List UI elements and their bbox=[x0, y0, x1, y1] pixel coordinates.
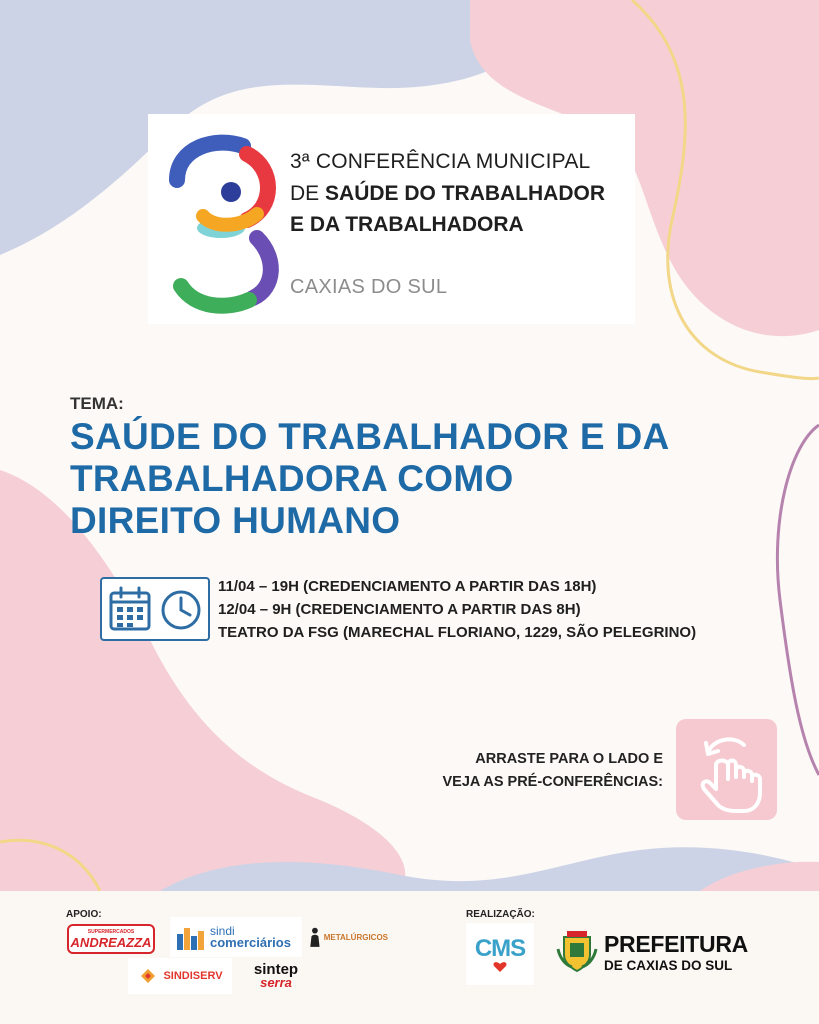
sindiserv-text: SINDISERV bbox=[163, 970, 223, 982]
date-time-icon-frame bbox=[100, 577, 210, 641]
swipe-hand-icon bbox=[676, 719, 777, 820]
andreazza-text: ANDREAZZA bbox=[70, 934, 152, 950]
theme-label: TEMA: bbox=[70, 394, 124, 413]
serra-text: serra bbox=[260, 975, 292, 990]
worker-silhouette-icon bbox=[308, 920, 321, 954]
theme-title-line: SAÚDE DO TRABALHADOR E DA bbox=[70, 416, 670, 457]
realization-label: REALIZAÇÃO: bbox=[466, 909, 535, 920]
sponsor-sintep-logo bbox=[240, 959, 312, 993]
number-three-logo-icon bbox=[165, 128, 285, 318]
logo-title-line3: E DA TRABALHADORA bbox=[290, 213, 524, 236]
sindi-text: sindi bbox=[210, 924, 235, 938]
prefeitura-line1: PREFEITURA bbox=[604, 931, 748, 957]
cms-logo bbox=[466, 923, 534, 985]
footer bbox=[0, 891, 819, 1024]
sponsor-sindicomerciarios-logo bbox=[170, 917, 302, 957]
purple-line bbox=[777, 425, 819, 775]
swipe-hint-line2: VEJA AS PRÉ-CONFERÊNCIAS: bbox=[442, 774, 663, 790]
metalurgicos-text: METALÚRGICOS bbox=[323, 932, 388, 942]
heart-icon bbox=[493, 961, 507, 973]
support-label: APOIO: bbox=[66, 909, 102, 920]
sponsor-metalurgicos-logo bbox=[308, 919, 388, 955]
caxias-coat-of-arms-icon bbox=[556, 929, 598, 973]
event-venue: TEATRO DA FSG (MARECHAL FLORIANO, 1229, SÃO PELEGRINO) bbox=[218, 624, 697, 641]
sintep-text: sintep bbox=[253, 961, 299, 978]
theme-title bbox=[70, 416, 770, 542]
logo-title-line2: DE SAÚDE DO TRABALHADOR bbox=[290, 182, 606, 205]
logo-city: CAXIAS DO SUL bbox=[290, 276, 448, 298]
swipe-button[interactable] bbox=[676, 719, 777, 820]
sponsor-andreazza-logo bbox=[67, 924, 155, 954]
andreazza-top-text: SUPERMERCADOS bbox=[87, 928, 135, 935]
clock-icon bbox=[159, 588, 203, 632]
cms-text: CMS bbox=[474, 935, 526, 962]
prefeitura-line2: DE CAXIAS DO SUL bbox=[604, 958, 733, 973]
sindiserv-symbol-icon bbox=[137, 965, 159, 987]
event-date-2: 12/04 – 9H (CREDENCIAMENTO A PARTIR DAS 8H) bbox=[218, 601, 581, 618]
theme-title-line: DIREITO HUMANO bbox=[70, 500, 401, 541]
swipe-hint-line1: ARRASTE PARA O LADO E bbox=[475, 751, 663, 767]
comerciarios-text: comerciários bbox=[210, 935, 291, 950]
theme-title-line: TRABALHADORA COMO bbox=[70, 458, 514, 499]
sponsor-sindiserv-logo bbox=[128, 958, 232, 994]
city-buildings-icon bbox=[176, 924, 206, 950]
calendar-icon bbox=[108, 586, 152, 634]
logo-title-line1: 3ª CONFERÊNCIA MUNICIPAL bbox=[290, 150, 591, 173]
event-date-1: 11/04 – 19H (CREDENCIAMENTO A PARTIR DAS 18H) bbox=[218, 578, 597, 595]
